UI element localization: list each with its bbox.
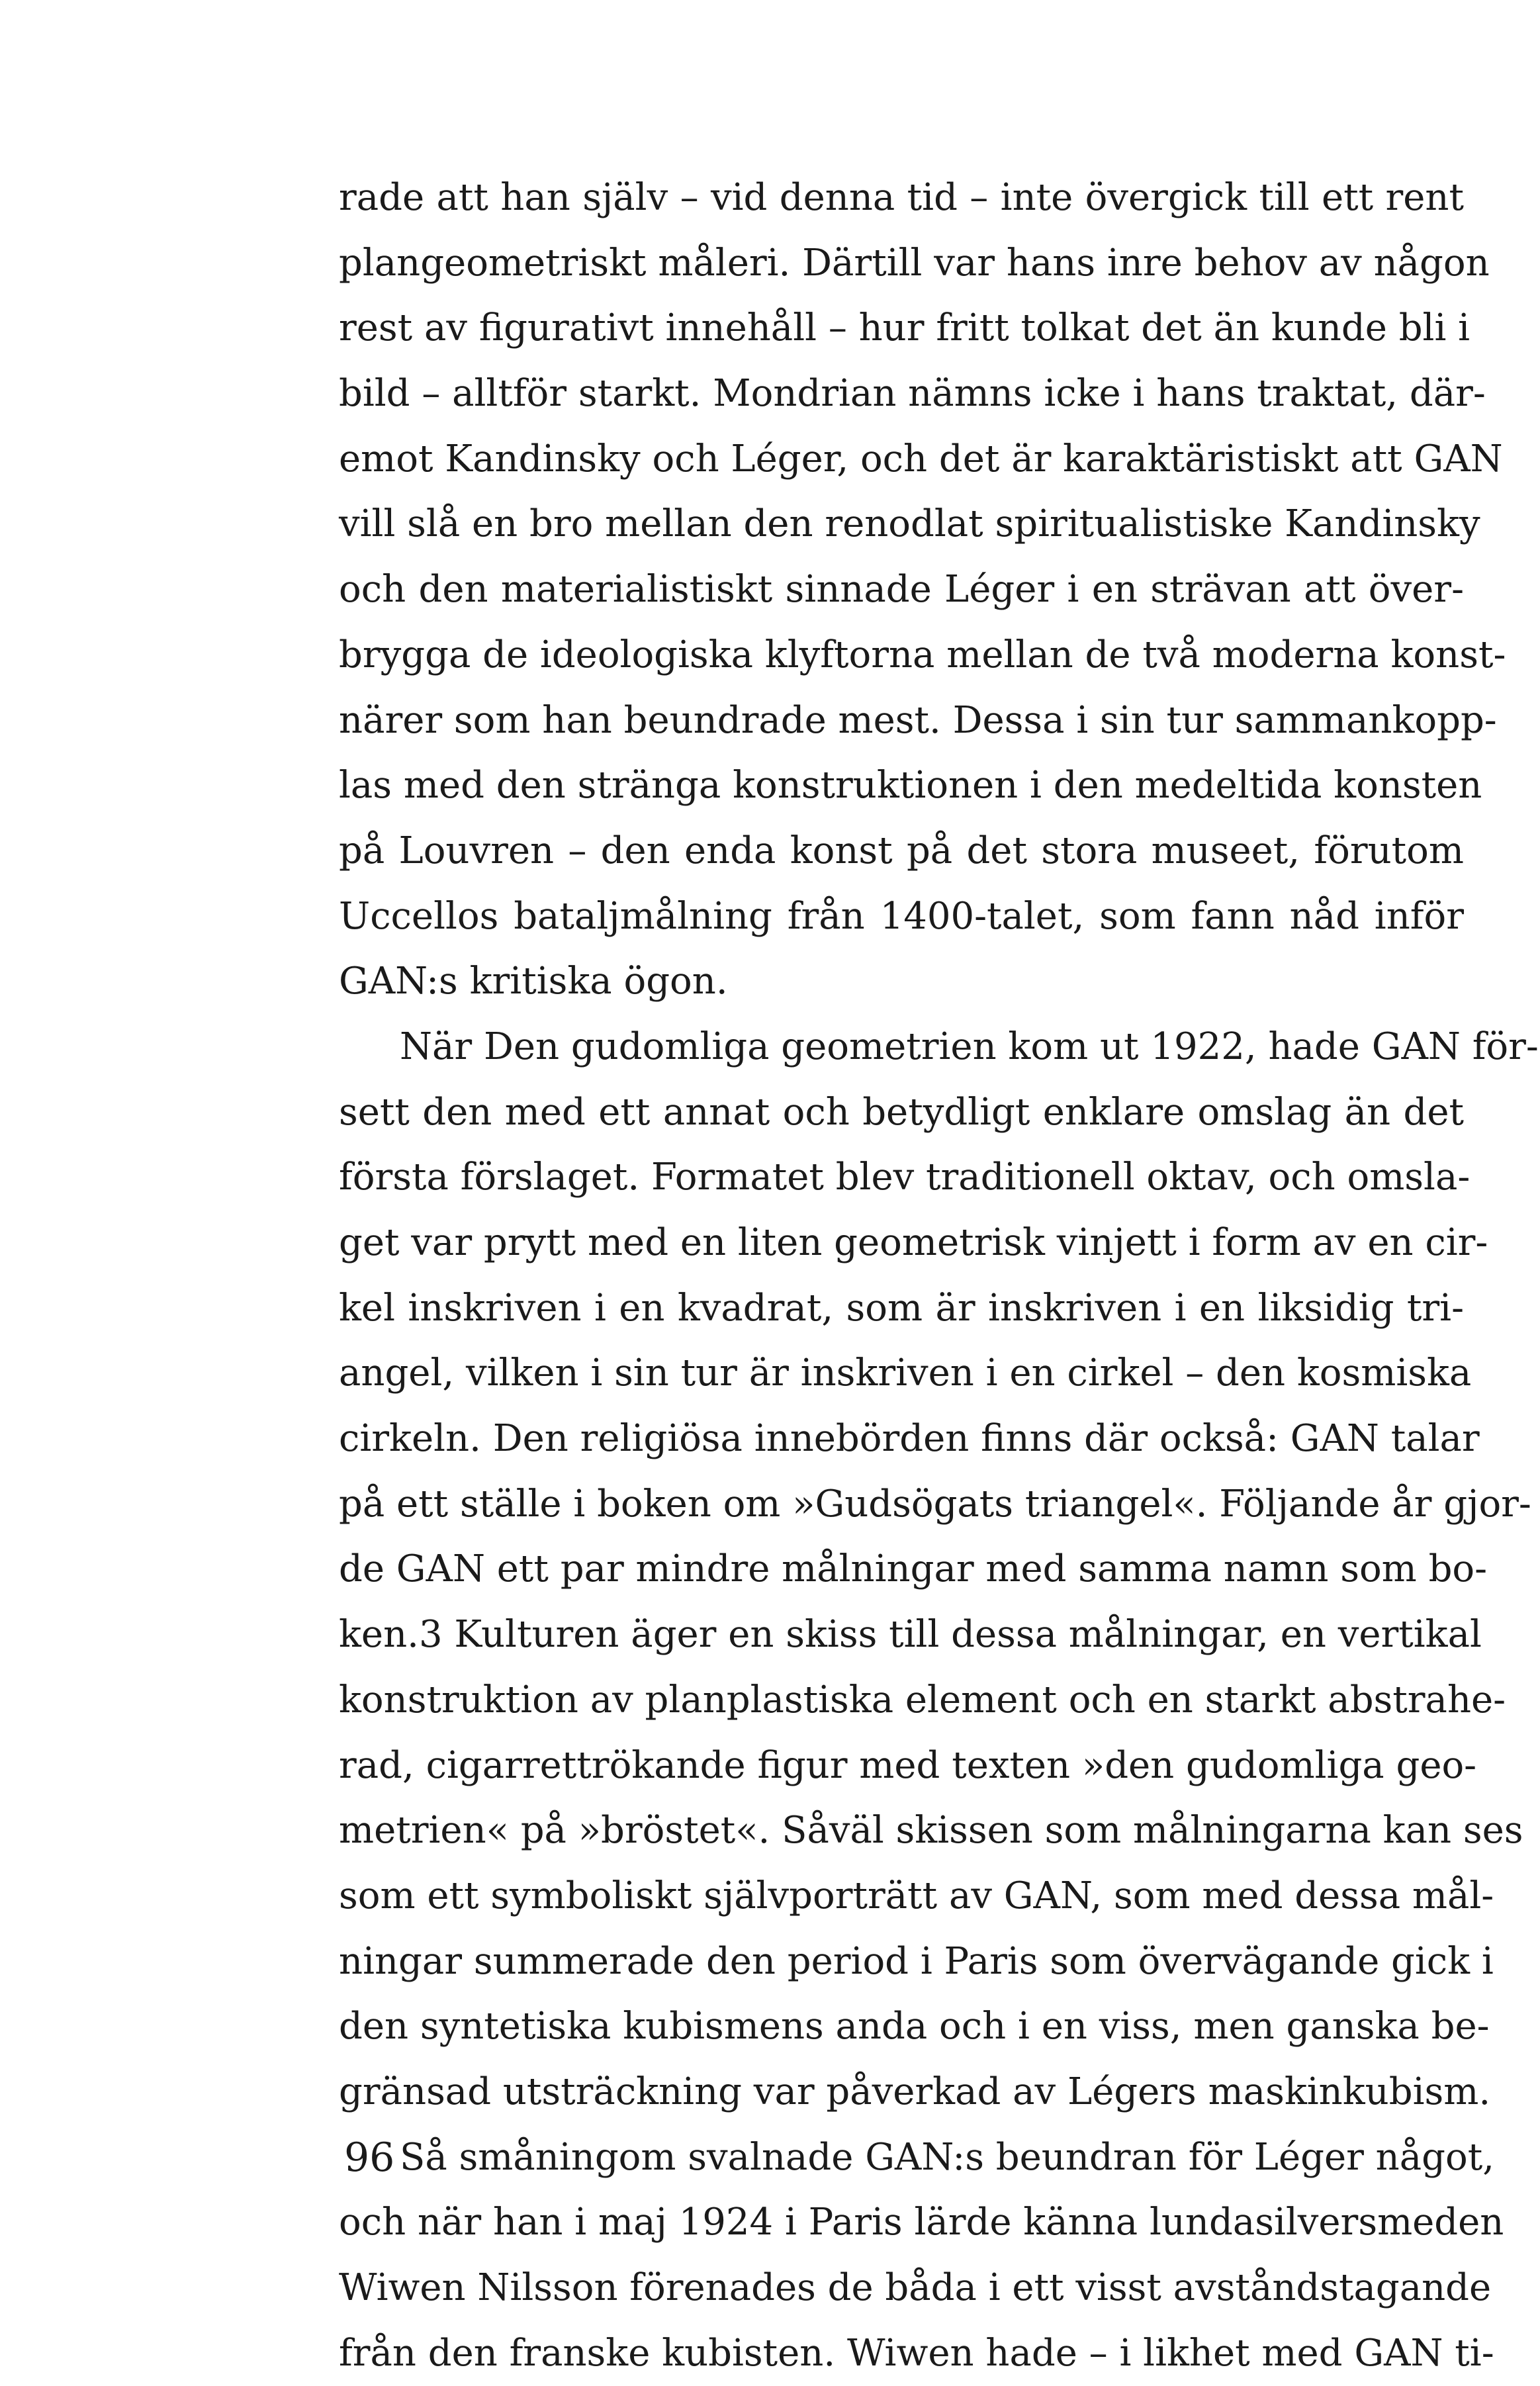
text-line: första förslaget. Formatet blev traditionell oktav, och omsla-: [339, 1156, 1471, 1199]
text-line: rade att han själv – vid denna tid – inte övergick till ett rent: [339, 176, 1464, 219]
text-line: den syntetiska kubismens anda och i en viss, men ganska be-: [339, 2005, 1490, 2048]
text-line: get var prytt med en liten geometrisk vinjett i form av en cir-: [339, 1221, 1488, 1264]
text-line: Uccellos bataljmålning från 1400-talet, som fann nåd inför: [339, 894, 1464, 938]
text-line: rest av figurativt innehåll – hur fritt tolkat det än kunde bli i: [339, 306, 1471, 350]
text-line: angel, vilken i sin tur är inskriven i en cirkel – den kosmiska: [339, 1352, 1472, 1395]
page-number: 96: [344, 2134, 395, 2181]
text-line: kel inskriven i en kvadrat, som är inskriven i en liksidig tri-: [339, 1286, 1464, 1330]
text-line: cirkeln. Den religiösa innebörden finns där också: GAN talar: [339, 1417, 1480, 1461]
text-line: plangeometriskt måleri. Därtill var hans inre behov av någon: [339, 241, 1490, 285]
text-line: på Louvren – den enda konst på det stora museet, förutom: [339, 829, 1464, 872]
text-line: Wiwen Nilsson förenades de båda i ett visst avståndstagande: [339, 2266, 1492, 2309]
text-line: vill slå en bro mellan den renodlat spiritualistiske Kandinsky: [339, 502, 1480, 546]
text-line: GAN:s kritiska ögon.: [339, 960, 728, 1003]
text-line: rad, cigarrettrökande figur med texten »den gudomliga geo-: [339, 1743, 1477, 1787]
text-line: brygga de ideologiska klyftorna mellan de två moderna konst-: [339, 633, 1506, 676]
text-line: och den materialistiskt sinnade Léger i en strävan att över-: [339, 568, 1464, 612]
body-text: [339, 165, 1539, 2386]
text-line: närer som han beundrade mest. Dessa i sin tur sammankopp-: [339, 698, 1497, 742]
text-line: gränsad utsträckning var påverkad av Légers maskinkubism.: [339, 2070, 1491, 2113]
text-line: konstruktion av planplastiska element och en starkt abstrahe-: [339, 1678, 1506, 1721]
text-line: metrien« på »bröstet«. Såväl skissen som målningarna kan ses: [339, 1809, 1523, 1853]
text-line: som ett symboliskt självporträtt av GAN, som med dessa mål-: [339, 1874, 1494, 1917]
text-line: och när han i maj 1924 i Paris lärde känna lundasilversmeden: [339, 2201, 1504, 2244]
text-line: ken.3 Kulturen äger en skiss till dessa målningar, en vertikal: [339, 1613, 1482, 1657]
text-line: las med den stränga konstruktionen i den medeltida konsten: [339, 764, 1482, 807]
text-line: från den franske kubisten. Wiwen hade – i likhet med GAN ti-: [339, 2331, 1494, 2375]
text-line: på ett ställe i boken om »Gudsögats triangel«. Följande år gjor-: [339, 1482, 1531, 1526]
text-line: ningar summerade den period i Paris som övervägande gick i: [339, 1939, 1494, 1983]
text-line: bild – alltför starkt. Mondrian nämns icke i hans traktat, där-: [339, 372, 1486, 416]
text-line: de GAN ett par mindre målningar med samma namn som bo-: [339, 1547, 1488, 1591]
text-line: sett den med ett annat och betydligt enklare omslag än det: [339, 1090, 1464, 1134]
text-line: När Den gudomliga geometrien kom ut 1922, hade GAN för-: [400, 1025, 1539, 1068]
text-line: Så småningom svalnade GAN:s beundran för Léger något,: [400, 2135, 1494, 2179]
text-line: emot Kandinsky och Léger, och det är karaktäristiskt att GAN: [339, 437, 1503, 481]
